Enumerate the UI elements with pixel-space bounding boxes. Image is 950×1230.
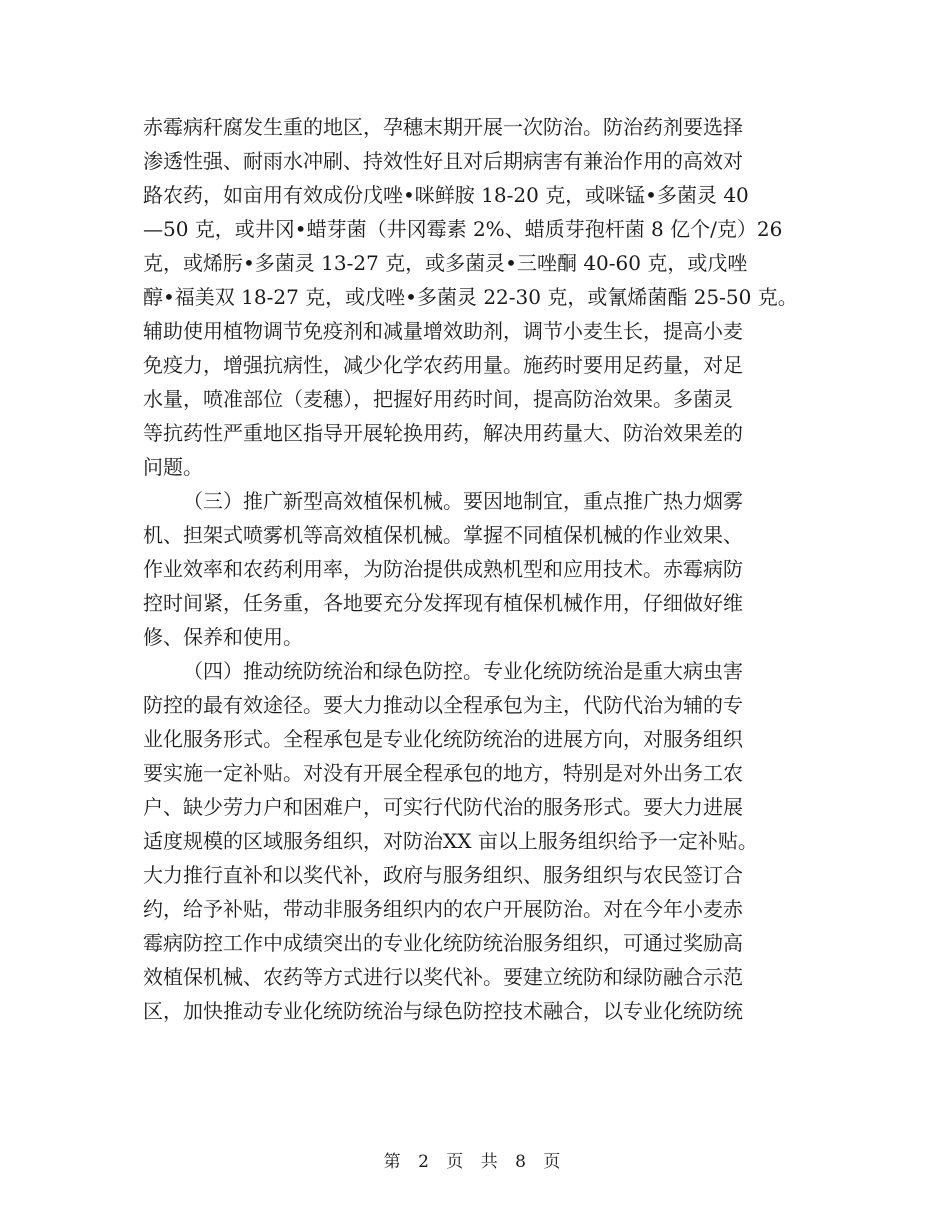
document-body xyxy=(143,110,823,1028)
text-line: 效植保机械、农药等方式进行以奖代补。要建立统防和绿防融合示范 xyxy=(143,965,743,989)
text-line: 路农药，如亩用有效成份戊唑•咪鲜胺 18-20 克，或咪锰•多菌灵 40 xyxy=(143,183,749,207)
text-line: 渗透性强、耐雨水冲刷、持效性好且对后期病害有兼治作用的高效对 xyxy=(143,149,743,173)
text-line: 等抗药性严重地区指导开展轮换用药，解决用药量大、防治效果差的 xyxy=(143,421,743,445)
text-line: 修、保养和使用。 xyxy=(143,625,303,649)
page-number-footer: 第 2 页 共 8 页 xyxy=(383,1152,567,1172)
text-line: 克，或烯肟•多菌灵 13-27 克，或多菌灵•三唑酮 40-60 克，或戊唑 xyxy=(143,251,748,275)
text-line: 辅助使用植物调节免疫剂和减量增效助剂，调节小麦生长，提高小麦 xyxy=(143,319,743,343)
text-line: 适度规模的区域服务组织，对防治XX 亩以上服务组织给予一定补贴。 xyxy=(143,829,758,853)
text-line: 业化服务形式。全程承包是专业化统防统治的进展方向，对服务组织 xyxy=(143,727,743,751)
text-line: 赤霉病秆腐发生重的地区，孕穗末期开展一次防治。防治药剂要选择 xyxy=(143,115,743,139)
text-line: 控时间紧，任务重，各地要充分发挥现有植保机械作用，仔细做好维 xyxy=(143,591,743,615)
text-line: 霉病防控工作中成绩突出的专业化统防统治服务组织，可通过奖励高 xyxy=(143,931,743,955)
text-line: 户、缺少劳力户和困难户，可实行代防代治的服务形式。要大力进展 xyxy=(143,795,743,819)
text-line: 机、担架式喷雾机等高效植保机械。掌握不同植保机械的作业效果、 xyxy=(143,523,743,547)
text-line: 区，加快推动专业化统防统治与绿色防控技术融合，以专业化统防统 xyxy=(143,999,743,1023)
text-line: 免疫力，增强抗病性，减少化学农药用量。施药时要用足药量，对足 xyxy=(143,353,743,377)
text-line: （四）推动统防统治和绿色防控。专业化统防统治是重大病虫害 xyxy=(183,659,743,683)
text-line: 大力推行直补和以奖代补，政府与服务组织、服务组织与农民签订合 xyxy=(143,863,743,887)
text-line: —50 克，或井冈•蜡芽菌（井冈霉素 2%、蜡质芽孢杆菌 8 亿个/克）26 xyxy=(143,217,783,241)
text-line: 醇•福美双 18-27 克，或戊唑•多菌灵 22-30 克，或氰烯菌酯 25-50 克。 xyxy=(143,285,798,309)
text-line: 防控的最有效途径。要大力推动以全程承包为主，代防代治为辅的专 xyxy=(143,693,743,717)
paragraph xyxy=(143,484,823,654)
text-line: （三）推广新型高效植保机械。要因地制宜，重点推广热力烟雾 xyxy=(183,489,743,513)
paragraph xyxy=(143,654,823,1028)
text-line: 作业效率和农药利用率，为防治提供成熟机型和应用技术。赤霉病防 xyxy=(143,557,743,581)
text-line: 水量，喷准部位（麦穗），把握好用药时间，提高防治效果。多菌灵 xyxy=(143,387,733,411)
text-line: 要实施一定补贴。对没有开展全程承包的地方，特别是对外出务工农 xyxy=(143,761,743,785)
text-line: 问题。 xyxy=(143,455,203,479)
text-line: 约，给予补贴，带动非服务组织内的农户开展防治。对在今年小麦赤 xyxy=(143,897,743,921)
paragraph xyxy=(143,110,823,484)
